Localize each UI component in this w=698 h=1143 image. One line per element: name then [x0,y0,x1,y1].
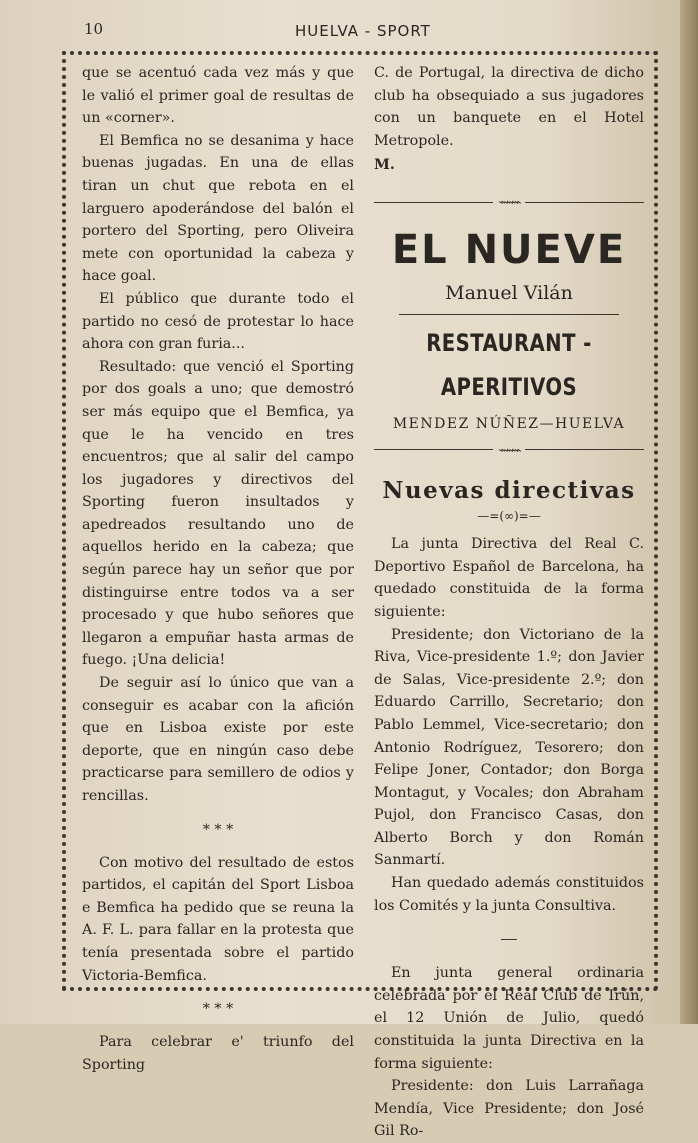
ad-rule [399,314,619,315]
ad-title: EL NUEVE [391,226,627,273]
article-paragraph: C. de Portugal, la directiva de dicho club ha obsequiado a sus jugadores con un banquete en el Hotel Metropole. [374,65,644,149]
ad-owner: Manuel Vilán [445,281,573,304]
article-paragraph: Presidente: don Luis Larrañaga Mendía, Vice Presidente; don José Gil Ro- [374,1078,644,1140]
article-paragraph: El Bemfica no se desanima y hace buenas jugadas. En una de ellas tiran un chut que rebota en el larguero apoderándose del balón el portero del Sporting, pero Oliveira mete con oportunidad la cabeza y hace goal. [82,132,354,285]
article-paragraph: El público que durante todo el partido no cesó de protestar lo hace ahora con gran furia... [82,290,354,353]
page-number: 10 [84,20,104,38]
article-paragraph: Presidente; don Victoriano de la Riva, Vice-presidente 1.º; don Javier de Salas, Vice-presidente 2.º; don Eduardo Carrillo, Secretario; don Pablo Lemmel, Vice-secretario; don Antonio Rodríguez, Tesorero; don Felipe Joner, Contador; don Borga Montagut, y Vocales; don Abraham Pujol, don Francisco Casas, don Alberto Borch y don Román Sanmartí. [374,626,644,869]
ad-ornament-top: ⌁⌁⌁⌁ [374,191,644,214]
article-paragraph: Para celebrar e' triunfo del Sporting [82,1034,354,1073]
article-paragraph: Con motivo del resultado de estos partidos, el capitán del Sport Lisboa e Bemfica ha pedido que se reuna la A. F. L. para fallar en la protesta que tenía presentada sobre el partido Victoria-Bemfica. [82,854,354,984]
right-column [374,62,644,1143]
ad-subtitle: RESTAURANT - APERITIVOS [426,328,592,401]
article-paragraph: La junta Directiva del Real C. Deportivo Español de Barcelona, ha quedado constituida de la forma siguiente: [374,536,644,620]
section-title: Nuevas directivas [382,477,636,505]
article-paragraph: que se acentuó cada vez más y que le valió el primer goal de resultas de un «corner». [82,65,354,127]
asterism-separator: * * * [202,821,234,838]
article-paragraph: Han quedado además constituidos los Comités y la junta Consultiva. [374,875,644,914]
restaurant-advertisement [374,191,644,461]
page-edge [680,0,698,1024]
ad-ornament-bottom: ⌁⌁⌁⌁ [374,439,644,462]
short-divider [501,939,517,940]
author-signature: M. [374,157,395,174]
article-paragraph: De seguir así lo único que van a conseguir es acabar con la afición que en Lisboa existe por este deporte, que en ningún caso debe practicarse para semillero de odios y rencillas. [82,675,354,804]
running-title: HUELVA - SPORT [295,22,431,40]
article-paragraph: Resultado: que venció el Sporting por dos goals a uno; que demostró ser más equipo que el Bemfica, ya que le ha vencido en tres encuentros; que al salir del campo los jugadores y directivos del Sporting fueron insultados y apedreados resultando uno de aquellos herido en la cabeza; que según parece hay un señor que por distinguirse entre todos va a ser procesado y que hubo señores que llegaron a empuñar hasta armas de fuego. ¡Una delicia! [82,358,354,669]
article-paragraph: En junta general ordinaria celebrada por el Real Club de Irún, el 12 Unión de Julio, quedó constituida la junta Directiva en la forma siguiente: [374,965,644,1072]
asterism-separator: * * * [202,1001,234,1018]
section-ornament: —=(∞)=— [477,509,541,524]
ad-address: MENDEZ NÚÑEZ—HUELVA [392,415,626,432]
left-column [82,62,354,1076]
